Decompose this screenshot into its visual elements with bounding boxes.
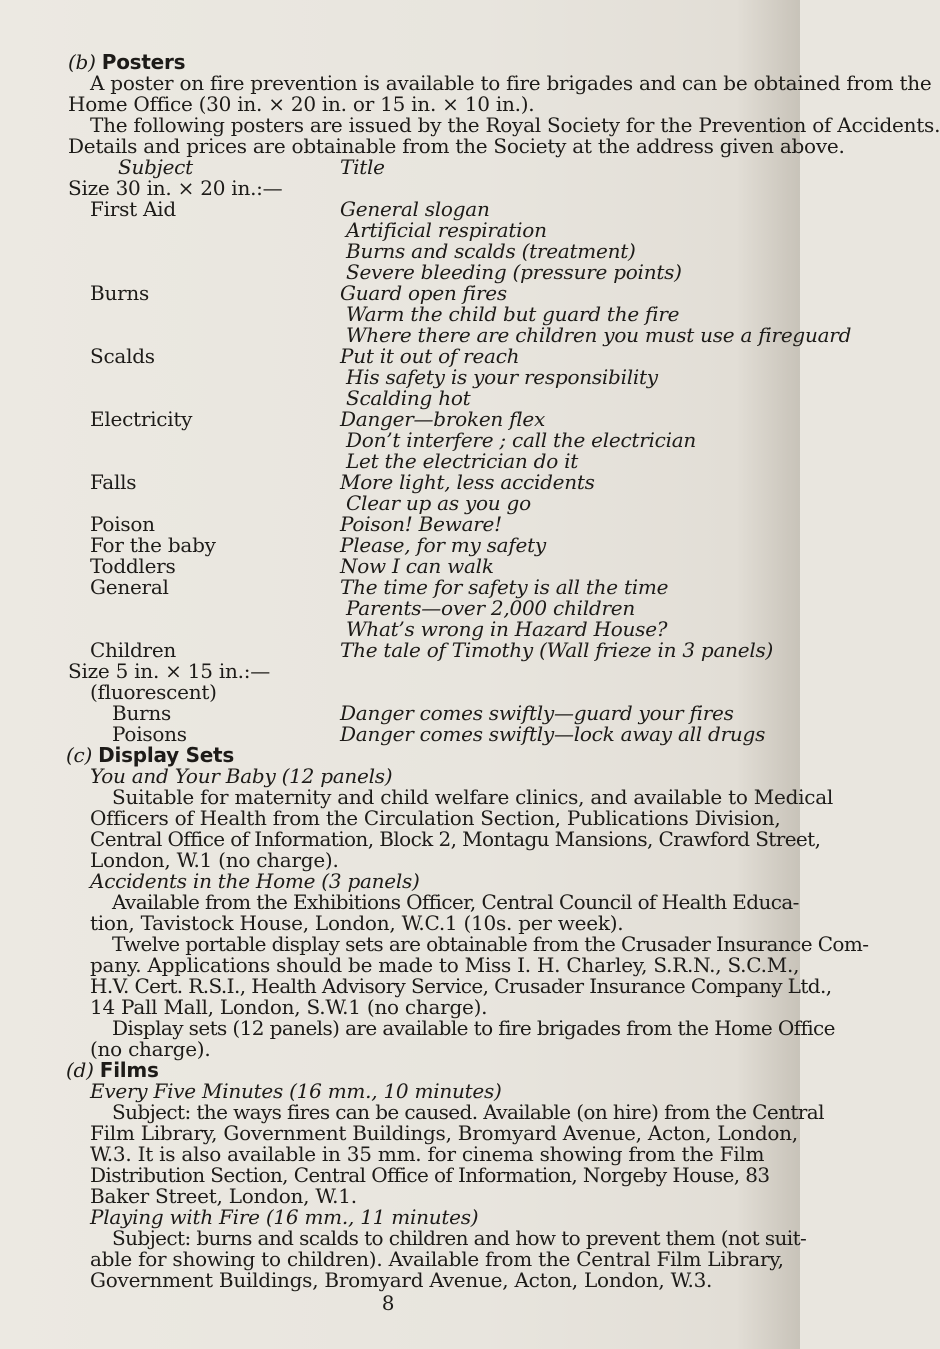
subject-column-header: Subject xyxy=(118,155,193,179)
poster-title: Artificial respiration xyxy=(346,218,547,242)
poster-row xyxy=(68,577,778,598)
poster-subject: First Aid xyxy=(90,197,176,221)
text-line: W.3. It is also available in 35 mm. for cinema showing from the Film xyxy=(90,1142,765,1166)
poster-subject xyxy=(68,619,340,640)
text-line: (no charge). xyxy=(90,1037,211,1061)
poster-title: His safety is your responsibility xyxy=(346,365,658,389)
poster-subject: Burns xyxy=(112,701,172,725)
text-line: Central Office of Information, Block 2, Montagu Mansions, Crawford Street, xyxy=(90,827,821,851)
poster-title: Don’t interfere ; call the electrician xyxy=(346,428,697,452)
poster-title: The tale of Timothy (Wall frieze in 3 panels) xyxy=(340,638,774,662)
poster-title: What’s wrong in Hazard House? xyxy=(346,617,668,641)
poster-subject xyxy=(68,367,340,388)
poster-row xyxy=(68,472,778,493)
poster-subject xyxy=(68,598,340,619)
text-line: Baker Street, London, W.1. xyxy=(90,1184,357,1208)
poster-title: More light, less accidents xyxy=(340,470,595,494)
poster-row xyxy=(68,262,778,283)
poster-subject: For the baby xyxy=(90,533,216,557)
poster-title: Danger—broken flex xyxy=(340,407,546,431)
poster-subject xyxy=(68,325,340,346)
text-line: Distribution Section, Central Office of Information, Norgeby House, 83 xyxy=(90,1163,770,1187)
poster-subject xyxy=(68,451,340,472)
poster-title: The time for safety is all the time xyxy=(340,575,669,599)
poster-title: Let the electrician do it xyxy=(346,449,579,473)
intro-line: The following posters are issued by the Royal Society for the Prevention of Accidents. xyxy=(90,113,940,137)
poster-row xyxy=(68,703,778,724)
text-line: tion, Tavistock House, London, W.C.1 (10s. per week). xyxy=(90,911,624,935)
poster-title: Danger comes swiftly—lock away all drugs xyxy=(340,722,766,746)
poster-subject xyxy=(68,493,340,514)
poster-table xyxy=(68,197,852,662)
poster-subject xyxy=(68,262,340,283)
text-line: London, W.1 (no charge). xyxy=(90,848,339,872)
poster-title: Danger comes swiftly—guard your fires xyxy=(340,701,734,725)
text-line: Officers of Health from the Circulation Section, Publications Division, xyxy=(90,806,781,830)
display-sets-heading: (c) Display Sets xyxy=(66,743,235,767)
text-line: Film Library, Government Buildings, Bromyard Avenue, Acton, London, xyxy=(90,1121,798,1145)
poster-row xyxy=(68,323,852,347)
film-description xyxy=(90,1100,824,1208)
poster-subject: Poison xyxy=(90,512,155,536)
poster-row xyxy=(68,220,778,241)
poster-row xyxy=(68,367,778,388)
poster-title: General slogan xyxy=(340,197,490,221)
display-set-description xyxy=(90,785,834,872)
poster-subject xyxy=(68,304,340,325)
text-line: Subject: the ways fires can be caused. Available (on hire) from the Central xyxy=(112,1100,824,1124)
display-sets-paragraph xyxy=(90,1016,835,1061)
poster-row xyxy=(68,640,778,661)
poster-row xyxy=(68,598,778,619)
small-poster-table xyxy=(68,703,778,745)
intro-line: Details and prices are obtainable from the Society at the address given above. xyxy=(68,134,845,158)
posters-intro xyxy=(68,71,940,158)
poster-row xyxy=(68,199,778,220)
text-line: pany. Applications should be made to Miss I. H. Charley, S.R.N., S.C.M., xyxy=(90,953,800,977)
film-description xyxy=(90,1226,807,1292)
intro-line: Home Office (30 in. × 20 in. or 15 in. × 10 in.). xyxy=(68,92,535,116)
poster-title: Burns and scalds (treatment) xyxy=(346,239,636,263)
text-line: able for showing to children). Available from the Central Film Library, xyxy=(90,1247,784,1271)
poster-title: Warm the child but guard the fire xyxy=(346,302,680,326)
display-set-description xyxy=(90,890,799,935)
poster-row xyxy=(68,514,778,535)
poster-title: Scalding hot xyxy=(346,386,471,410)
poster-row xyxy=(68,346,778,367)
poster-subject: Toddlers xyxy=(90,554,176,578)
poster-subject: Children xyxy=(90,638,177,662)
poster-subject xyxy=(68,388,340,409)
poster-table-header xyxy=(68,157,778,178)
text-line: Suitable for maternity and child welfare clinics, and available to Medical xyxy=(112,785,834,809)
poster-row xyxy=(68,409,778,430)
text-line: Available from the Exhibitions Officer, Central Council of Health Educa- xyxy=(112,890,799,914)
poster-subject: General xyxy=(90,575,169,599)
poster-row xyxy=(68,451,778,472)
poster-row xyxy=(68,724,778,745)
poster-subject xyxy=(68,241,340,262)
size-small-label: Size 5 in. × 15 in.:— xyxy=(68,659,270,683)
page-number: 8 xyxy=(381,1291,395,1315)
poster-title: Clear up as you go xyxy=(346,491,531,515)
poster-subject: Falls xyxy=(90,470,137,494)
poster-row xyxy=(68,388,778,409)
films-heading: (d) Films xyxy=(66,1058,159,1082)
size-large-label: Size 30 in. × 20 in.:— xyxy=(68,176,283,200)
poster-subject: Burns xyxy=(90,281,150,305)
poster-title: Poison! Beware! xyxy=(340,512,502,536)
film-title: Every Five Minutes (16 mm., 10 minutes) xyxy=(90,1079,502,1103)
text-line: Government Buildings, Bromyard Avenue, Acton, London, W.3. xyxy=(90,1268,713,1292)
text-line: Display sets (12 panels) are available to fire brigades from the Home Office xyxy=(112,1016,835,1040)
poster-row xyxy=(68,493,778,514)
poster-title: Severe bleeding (pressure points) xyxy=(346,260,682,284)
text-line: 14 Pall Mall, London, S.W.1 (no charge). xyxy=(90,995,488,1019)
text-line: Twelve portable display sets are obtainable from the Crusader Insurance Com- xyxy=(112,932,869,956)
poster-title: Put it out of reach xyxy=(340,344,520,368)
poster-row xyxy=(68,619,778,640)
posters-heading: (b) Posters xyxy=(68,50,186,74)
film-title: Playing with Fire (16 mm., 11 minutes) xyxy=(90,1205,479,1229)
poster-row xyxy=(68,241,778,262)
poster-row xyxy=(68,283,778,304)
poster-title: Parents—over 2,000 children xyxy=(346,596,635,620)
text-line: Subject: burns and scalds to children and how to prevent them (not suit- xyxy=(112,1226,807,1250)
poster-title: Guard open fires xyxy=(340,281,507,305)
text-line: H.V. Cert. R.S.I., Health Advisory Service, Crusader Insurance Company Ltd., xyxy=(90,974,832,998)
poster-row xyxy=(68,304,778,325)
poster-subject: Scalds xyxy=(90,344,155,368)
display-sets-paragraph xyxy=(90,932,869,1019)
poster-subject xyxy=(68,220,340,241)
poster-row xyxy=(68,430,778,451)
fluorescent-label: (fluorescent) xyxy=(90,680,217,704)
poster-row xyxy=(68,535,778,556)
intro-line: A poster on fire prevention is available to fire brigades and can be obtained from the xyxy=(90,71,932,95)
poster-title: Please, for my safety xyxy=(340,533,546,557)
poster-row xyxy=(68,556,778,577)
poster-title: Now I can walk xyxy=(340,554,494,578)
poster-subject xyxy=(68,430,340,451)
poster-title: Where there are children you must use a fireguard xyxy=(346,323,852,347)
display-set-title: Accidents in the Home (3 panels) xyxy=(90,869,420,893)
title-column-header: Title xyxy=(340,155,385,179)
poster-subject: Electricity xyxy=(90,407,193,431)
poster-subject: Poisons xyxy=(112,722,187,746)
display-set-title: You and Your Baby (12 panels) xyxy=(90,764,393,788)
